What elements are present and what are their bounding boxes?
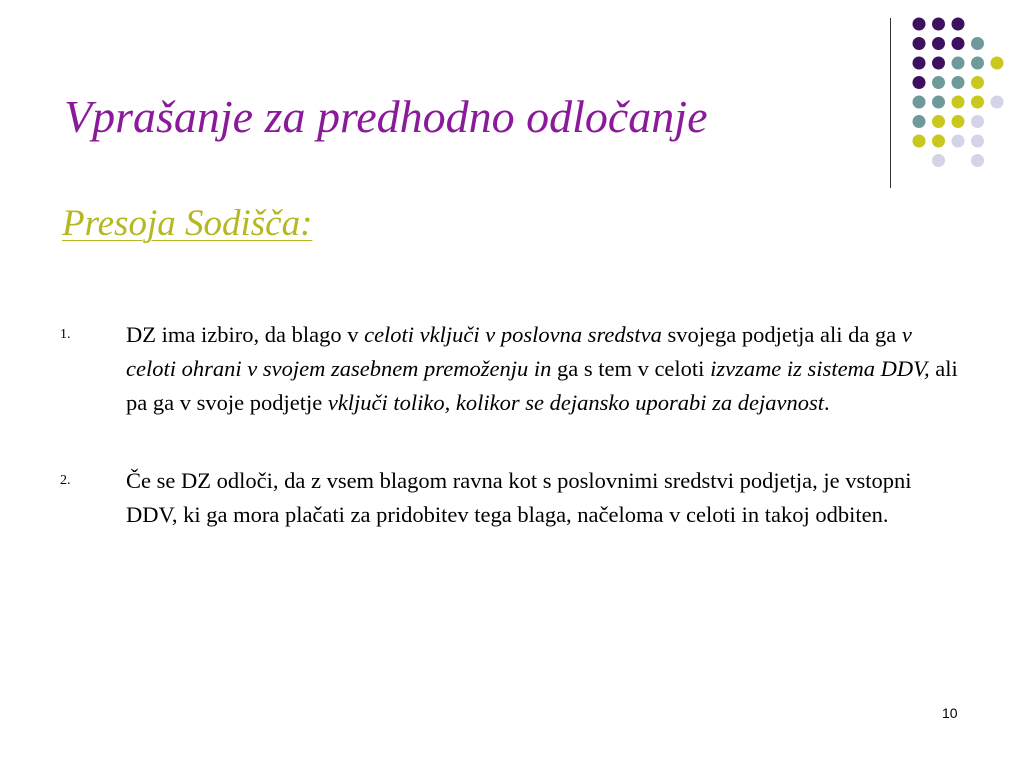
decorative-dot	[971, 76, 984, 89]
decorative-dot	[932, 96, 945, 109]
decorative-dot	[932, 57, 945, 70]
decorative-dot	[932, 18, 945, 31]
decorative-dot	[971, 154, 984, 167]
decorative-dot	[971, 96, 984, 109]
decorative-dot	[913, 37, 926, 50]
list-item	[60, 464, 960, 532]
text-segment: Če se DZ odloči, da z vsem blagom ravna kot s poslovnimi sredstvi podjetja, je vstopni DDV, ki ga mora plačati za pridobitev tega blaga, načeloma v celoti in takoj odbiten.	[126, 468, 912, 527]
decorative-dot	[913, 76, 926, 89]
decorative-dot	[952, 18, 965, 31]
italic-segment: v celoti ohrani v svojem zasebnem premoženju in	[126, 322, 912, 381]
decorative-dot	[932, 76, 945, 89]
decorative-dot	[952, 135, 965, 148]
decorative-dot	[991, 96, 1004, 109]
decorative-dot	[932, 135, 945, 148]
decorative-dot	[913, 115, 926, 128]
decorative-dot	[952, 57, 965, 70]
decorative-dot	[971, 135, 984, 148]
list-item-text	[126, 322, 958, 415]
decorative-dot	[913, 18, 926, 31]
vertical-divider	[890, 18, 891, 188]
decorative-dot	[952, 115, 965, 128]
page-number: 10	[942, 705, 958, 721]
decorative-dot	[952, 37, 965, 50]
decorative-dot-grid	[0, 0, 1024, 200]
decorative-dot	[952, 96, 965, 109]
decorative-dot	[971, 37, 984, 50]
slide-title: Vprašanje za predhodno odločanje	[64, 91, 708, 142]
decorative-dot	[913, 96, 926, 109]
text-segment: DZ ima izbiro, da blago v	[126, 322, 365, 347]
decorative-dot	[913, 57, 926, 70]
list-item-number: 1.	[60, 327, 71, 342]
decorative-dot	[971, 57, 984, 70]
italic-segment: izvzame iz sistema DDV,	[710, 356, 930, 381]
decorative-dot	[932, 115, 945, 128]
text-segment: svojega podjetja ali da ga	[661, 322, 902, 347]
italic-segment: vključi toliko, kolikor se dejansko uporabi za dejavnost	[327, 390, 824, 415]
decorative-dot	[991, 57, 1004, 70]
decorative-dot	[952, 76, 965, 89]
text-segment: .	[823, 390, 830, 415]
decorative-dot	[932, 154, 945, 167]
slide-subtitle: Presoja Sodišča:	[62, 203, 313, 244]
list-item-text	[126, 468, 912, 527]
text-segment: ali pa ga v svoje podjetje	[126, 356, 958, 415]
numbered-list	[60, 318, 960, 532]
list-item	[60, 318, 960, 420]
list-item-number: 2.	[60, 473, 71, 488]
decorative-dot	[932, 37, 945, 50]
text-segment: ga s tem v celoti	[551, 356, 711, 381]
italic-segment: celoti vključi v poslovna sredstva	[364, 322, 662, 347]
decorative-dot	[971, 115, 984, 128]
decorative-dot	[913, 135, 926, 148]
